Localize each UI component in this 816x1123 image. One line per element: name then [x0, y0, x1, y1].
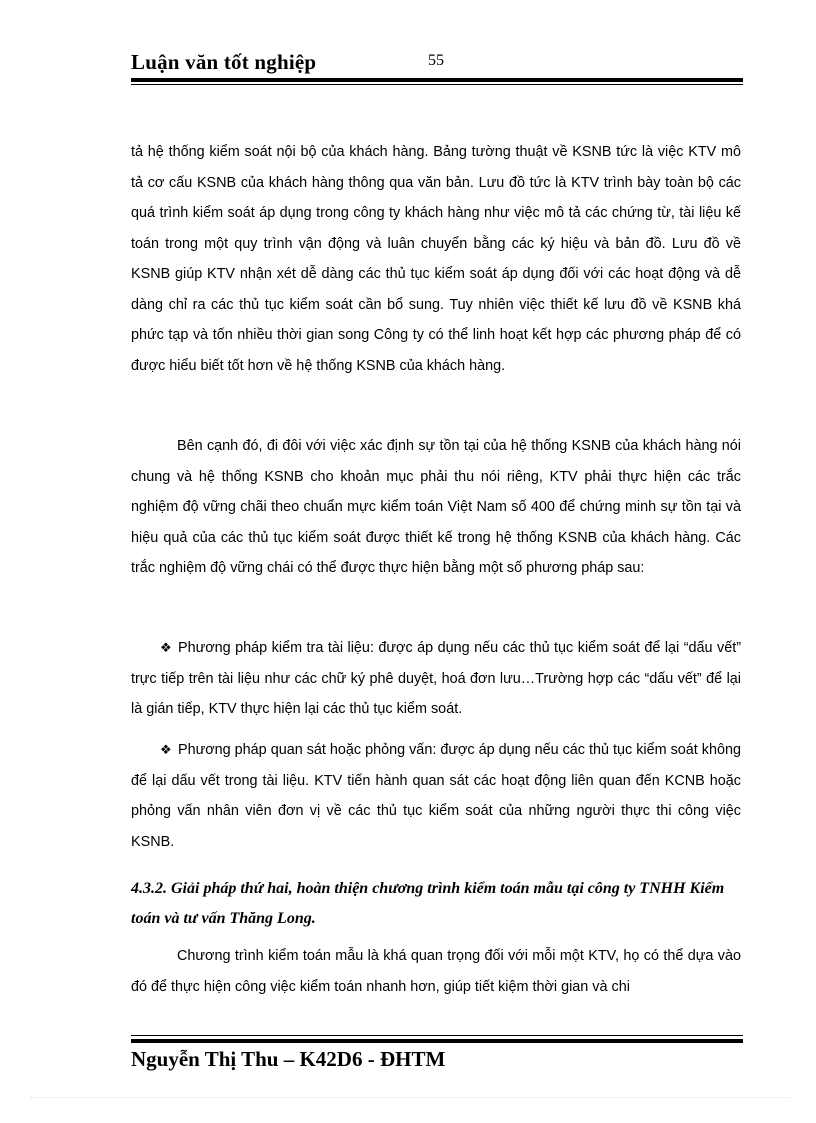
page-bottom-dotted-line	[30, 1097, 790, 1098]
paragraph-3: Chương trình kiểm toán mẫu là khá quan trọng đối với mỗi một KTV, họ có thể dựa vào đó để thực hiện công việc kiểm toán nhanh hơn, giúp tiết kiệm thời gian và chi	[131, 948, 741, 995]
diamond-bullet-icon: ❖	[160, 742, 172, 757]
header-rule-thin	[131, 84, 743, 85]
footer-rule-thin	[131, 1035, 743, 1036]
footer-rule-thick	[131, 1039, 743, 1043]
footer-author: Nguyễn Thị Thu – K42D6 - ĐHTM	[131, 1047, 446, 1071]
header-rule-thick	[131, 78, 743, 82]
diamond-bullet-icon: ❖	[160, 640, 172, 655]
section-heading: 4.3.2. Giải pháp thứ hai, hoàn thiện chương trình kiểm toán mẫu tại công ty TNHH Kiểm toán và tư vấn Thăng Long.	[131, 880, 725, 927]
paragraph-2: Bên cạnh đó, đi đôi với việc xác định sự tồn tại của hệ thống KSNB của khách hàng nói chung và hệ thống KSNB cho khoản mục phải thu nói riêng, KTV phải thực hiện các trắc nghiệm độ vững chãi theo chuẩn mực kiểm toán Việt Nam số 400 để chứng minh sự tồn tại và hiệu quả của các thủ tục kiểm soát được thiết kế trong hệ thống KSNB của khách hàng. Các trắc nghiệm độ vững chái có thể được thực hiện bằng một số phương pháp sau:	[131, 438, 741, 576]
bullet-item-1-text: Phương pháp kiểm tra tài liệu: được áp dụng nếu các thủ tục kiểm soát để lại “dấu vết” trực tiếp trên tài liệu như các chữ ký phê duyệt, hoá đơn lưu…Trường hợp các “dấu vết” để lại là gián tiếp, KTV thực hiện lại các thủ tục kiểm soát.	[131, 640, 741, 717]
page-number: 55	[428, 52, 444, 69]
header-title: Luận văn tốt nghiệp	[131, 50, 317, 74]
bullet-item-1	[131, 633, 741, 725]
bullet-item-2-text: Phương pháp quan sát hoặc phỏng vấn: được áp dụng nếu các thủ tục kiểm soát không để lại dấu vết trong tài liệu. KTV tiến hành quan sát các hoạt động liên quan đến KCNB hoặc phỏng vấn nhân viên đơn vị về các thủ tục kiểm soát của những người thực thi công việc KSNB.	[131, 742, 741, 850]
bullet-item-2	[131, 735, 741, 857]
paragraph-1: tả hệ thống kiểm soát nội bộ của khách hàng. Bảng tường thuật về KSNB tức là việc KTV mô tả cơ cấu KSNB của khách hàng thông qua văn bản. Lưu đồ tức là KTV trình bày toàn bộ các quá trình kiểm soát áp dụng trong công ty khách hàng như việc mô tả các chứng từ, tài liệu kế toán trong một quy trình vận động và luân chuyển bằng các ký hiệu và bản đồ. Lưu đồ về KSNB giúp KTV nhận xét dễ dàng các thủ tục kiểm soát áp dụng đối với các hoạt động và dễ dàng chỉ ra các thủ tục kiểm soát cần bổ sung. Tuy nhiên việc thiết kế lưu đồ về KSNB khá phức tạp và tốn nhiều thời gian song Công ty có thể linh hoạt kết hợp các phương pháp để có được hiểu biết tốt hơn về hệ thống KSNB của khách hàng.	[131, 144, 741, 374]
